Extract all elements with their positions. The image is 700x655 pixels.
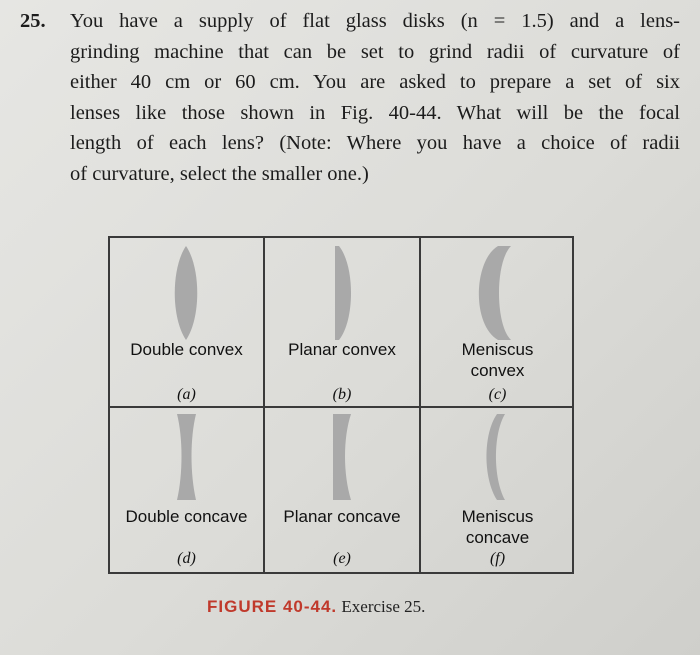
- cell-meniscus-convex: [421, 238, 574, 406]
- problem-number: 25.: [20, 10, 46, 32]
- lens-sub-label: (f): [489, 550, 506, 567]
- problem-line: grinding machine that can be set to grind radii of curvature of: [70, 40, 680, 63]
- figure-caption-label: FIGURE 40-44.: [207, 597, 338, 616]
- double-concave-lens-icon: [110, 408, 263, 508]
- cell-planar-concave: [265, 408, 419, 572]
- lens-sub-label: (c): [488, 386, 507, 403]
- meniscus-convex-lens-icon: [421, 238, 574, 348]
- lens-sub-label: (d): [177, 550, 196, 567]
- meniscus-concave-lens-icon: [421, 408, 574, 508]
- figure-caption-text: Exercise 25.: [341, 597, 426, 616]
- figure-caption: [207, 597, 425, 617]
- problem-line: You have a supply of flat glass disks (n = 1.5) and a lens-: [70, 10, 680, 32]
- cell-planar-convex: [265, 238, 419, 406]
- lens-name: Planar concave: [283, 507, 401, 526]
- lens-figure: [108, 236, 574, 574]
- lens-name: Double concave: [125, 507, 248, 526]
- problem-line: of curvature, select the smaller one.): [70, 162, 369, 185]
- problem-line: either 40 cm or 60 cm. You are asked to prepare a set of six: [70, 71, 680, 93]
- lens-sub-label: (b): [332, 386, 352, 403]
- problem-statement: [70, 6, 680, 189]
- planar-convex-lens-icon: [265, 238, 419, 348]
- lens-sub-label: (e): [333, 550, 351, 567]
- lens-sub-label: (a): [177, 386, 196, 403]
- planar-concave-lens-icon: [265, 408, 419, 508]
- problem-line: length of each lens? (Note: Where you have a choice of radii: [70, 132, 680, 154]
- lens-name: Meniscus concave: [461, 507, 534, 547]
- lens-name: Planar convex: [288, 340, 396, 359]
- cell-double-concave: [110, 408, 263, 572]
- cell-double-convex: [110, 238, 263, 406]
- lens-name: Double convex: [130, 340, 243, 359]
- double-convex-lens-icon: [110, 238, 263, 348]
- problem-line: lenses like those shown in Fig. 40-44. What will be the focal: [70, 101, 680, 124]
- cell-meniscus-concave: [421, 408, 574, 572]
- lens-name: Meniscus convex: [461, 340, 534, 380]
